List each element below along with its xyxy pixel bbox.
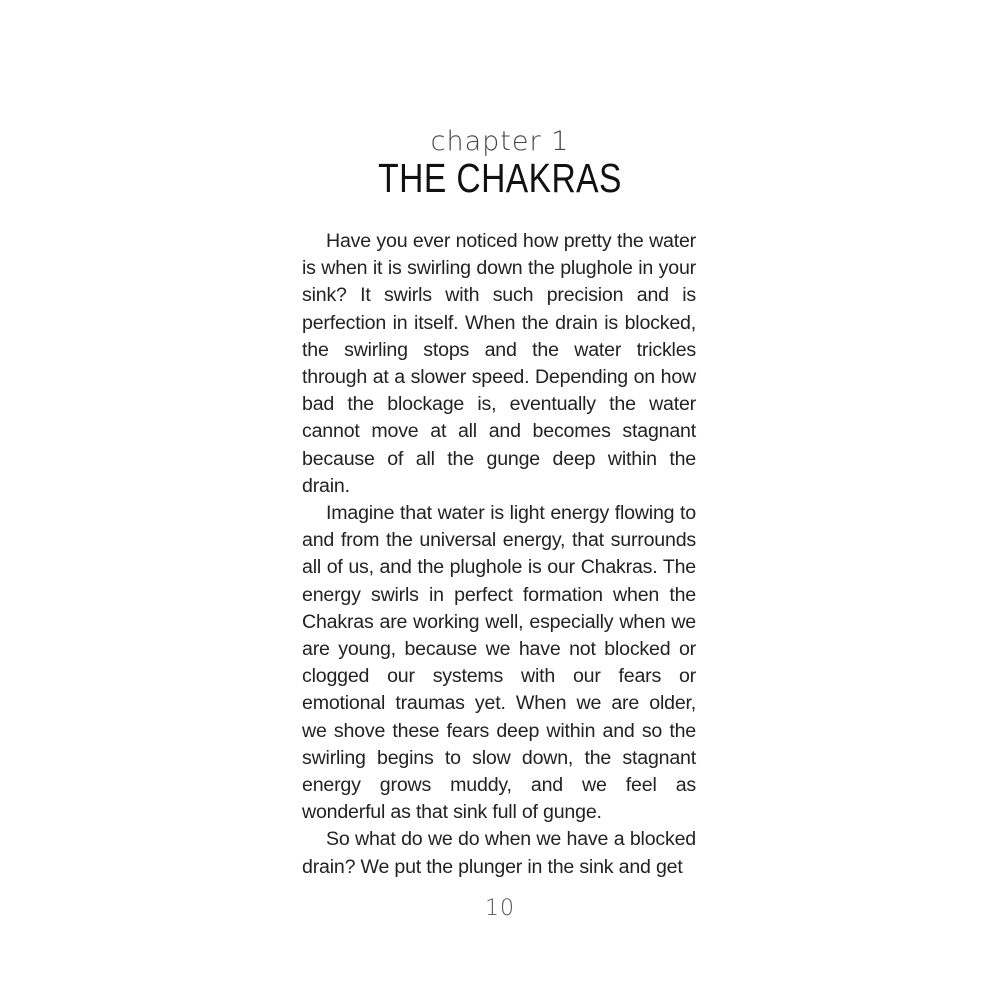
chapter-label: chapter 1 (430, 126, 570, 157)
chapter-title: THE CHAKRAS (378, 155, 622, 201)
paragraph-2: Imagine that water is light energy flowing to and from the universal energy, that surrounds all of us, and the plughole is our Chakras. The energy swirls in perfect formation when the Chakras are working well, especially when we are young, because we have not blocked or clogged our systems with our fears or emotional traumas yet. When we are older, we shove these fears deep within and so the swirling begins to slow down, the stagnant energy grows muddy, and we feel as wonderful as that sink full of gunge. (302, 502, 696, 824)
paragraph-1: Have you ever noticed how pretty the water is when it is swirling down the plughole in your sink? It swirls with such precision and is perfection in itself. When the drain is blocked, the swirling stops and the water trickles through at a slower speed. Depending on how bad the blockage is, eventually the water cannot move at all and becomes stagnant because of all the gunge deep within the drain. (302, 230, 696, 497)
body-text (302, 228, 696, 881)
paragraph-3: So what do we do when we have a blocked drain? We put the plunger in the sink and get (302, 828, 696, 878)
page-number: 10 (485, 896, 515, 921)
